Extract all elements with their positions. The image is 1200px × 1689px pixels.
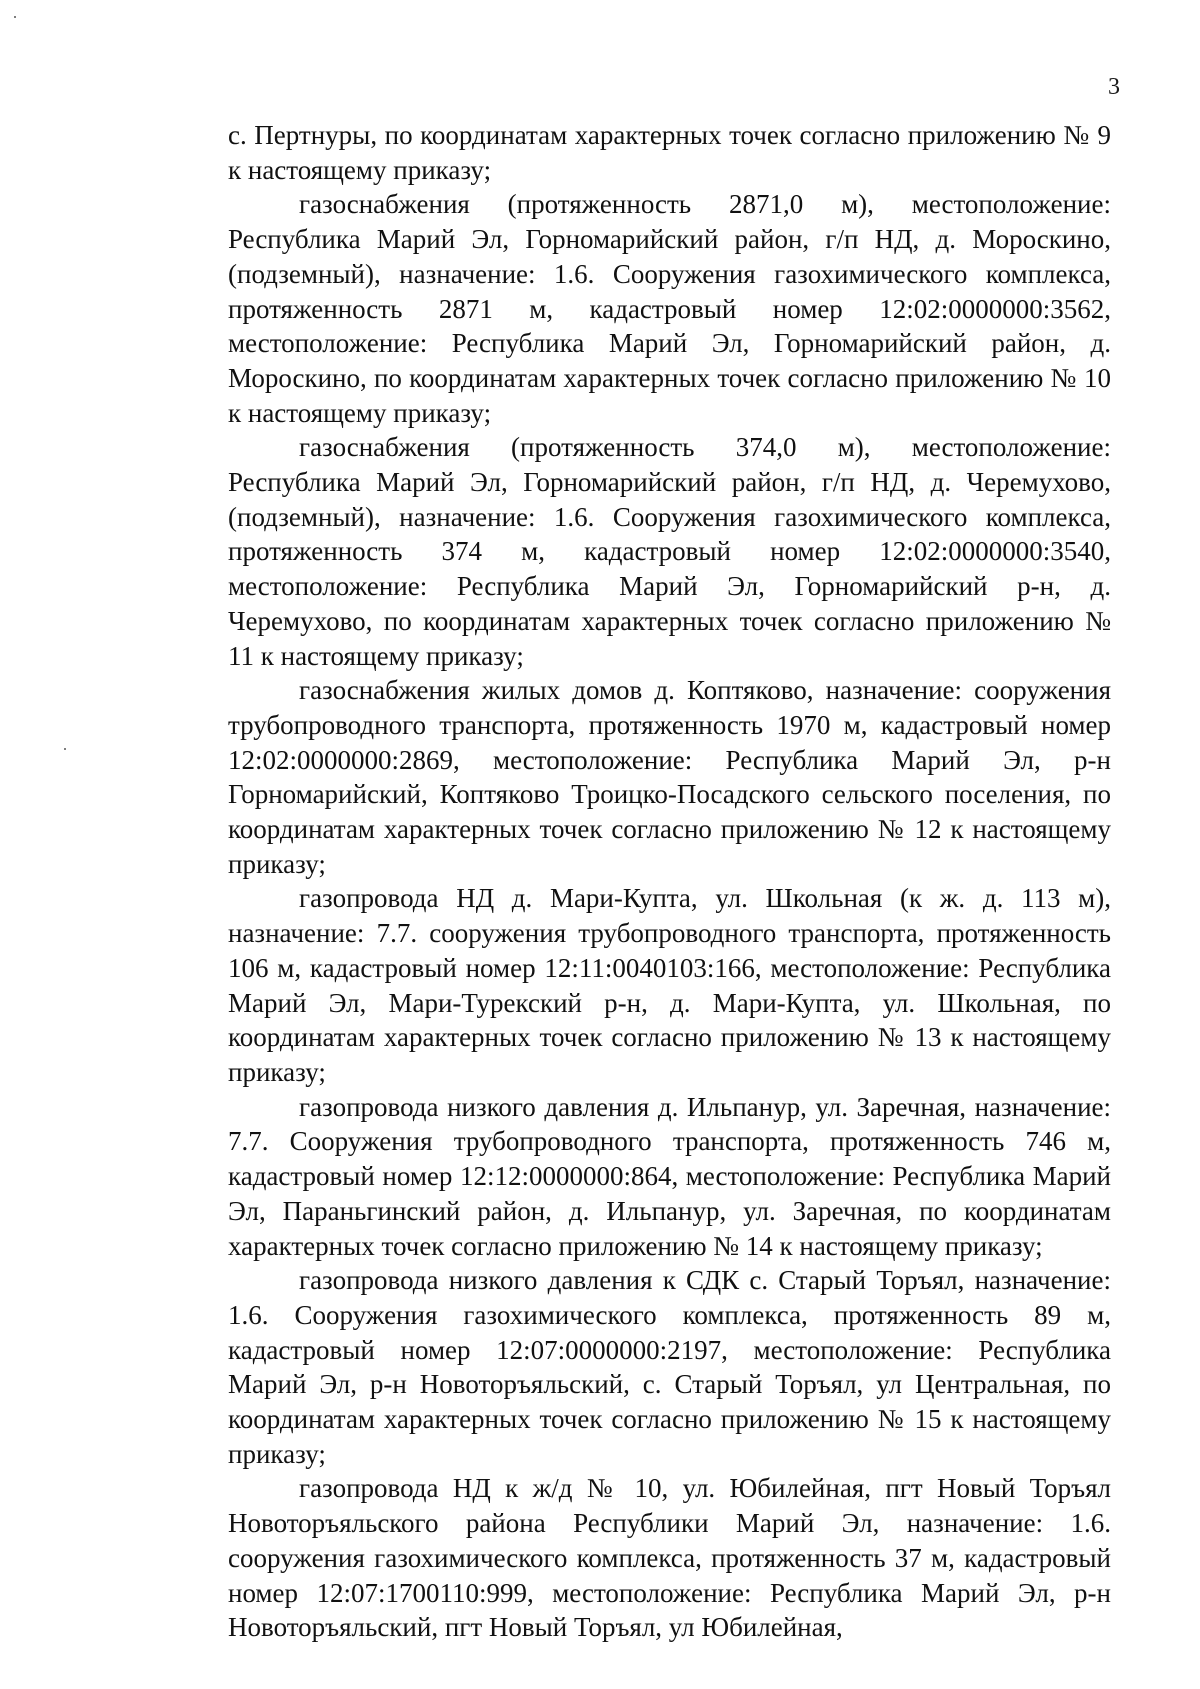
scan-speck — [64, 748, 66, 750]
paragraph: газоснабжения (протяженность 2871,0 м), местоположение: Республика Марий Эл, Горномарийский район, г/п НД, д. Мороскино, (подземный), назначение: 1.6. Сооружения газохимического комплекса, протяженность 2871 м, кадастровый номер 12:02:0000000:3562, местоположение: Республика Марий Эл, Горномарийский район, д. Мороскино, по координатам характерных точек согласно приложению № 10 к настоящему приказу; — [228, 189, 1111, 428]
paragraph: газоснабжения жилых домов д. Коптяково, назначение: сооружения трубопроводного транспорта, протяженность 1970 м, кадастровый номер 12:02:0000000:2869, местоположение: Республика Марий Эл, р-н Горномарийский, Коптяково Троицко-Посадского сельского поселения, по координатам характерных точек согласно приложению № 12 к настоящему приказу; — [228, 675, 1111, 879]
page-number: 3 — [1108, 74, 1120, 100]
document-body — [228, 118, 1111, 1645]
paragraph: газопровода НД д. Мари-Купта, ул. Школьная (к ж. д. 113 м), назначение: 7.7. сооружения трубопроводного транспорта, протяженность 106 м, кадастровый номер 12:11:0040103:166, местоположение: Республика Марий Эл, Мари-Турекский р-н, д. Мари-Купта, ул. Школьная, по координатам характерных точек согласно приложению № 13 к настоящему приказу; — [228, 883, 1111, 1087]
paragraph: с. Пертнуры, по координатам характерных точек согласно приложению № 9 к настоящему приказу; — [228, 120, 1111, 185]
paragraph: газопровода низкого давления к СДК с. Старый Торъял, назначение: 1.6. Сооружения газохимического комплекса, протяженность 89 м, кадастровый номер 12:07:0000000:2197, местоположение: Республика Марий Эл, р-н Новоторъяльский, с. Старый Торъял, ул Центральная, по координатам характерных точек согласно приложению № 15 к настоящему приказу; — [228, 1265, 1111, 1469]
paragraph: газопровода низкого давления д. Ильпанур, ул. Заречная, назначение: 7.7. Сооружения трубопроводного транспорта, протяженность 746 м, кадастровый номер 12:12:0000000:864, местоположение: Республика Марий Эл, Параньгинский район, д. Ильпанур, ул. Заречная, по координатам характерных точек согласно приложению № 14 к настоящему приказу; — [228, 1091, 1111, 1261]
paragraph: газоснабжения (протяженность 374,0 м), местоположение: Республика Марий Эл, Горномарийский район, г/п НД, д. Черемухово, (подземный), назначение: 1.6. Сооружения газохимического комплекса, протяженность 374 м, кадастровый номер 12:02:0000000:3540, местоположение: Республика Марий Эл, Горномарийский р-н, д. Черемухово, по координатам характерных точек согласно приложению № 11 к настоящему приказу; — [228, 432, 1111, 671]
paragraph: газопровода НД к ж/д № 10, ул. Юбилейная, пгт Новый Торъял Новоторъяльского района Республики Марий Эл, назначение: 1.6. сооружения газохимического комплекса, протяженность 37 м, кадастровый номер 12:07:1700110:999, местоположение: Республика Марий Эл, р-н Новоторъяльский, пгт Новый Торъял, ул Юбилейная, — [228, 1473, 1111, 1643]
scan-speck — [14, 16, 16, 18]
